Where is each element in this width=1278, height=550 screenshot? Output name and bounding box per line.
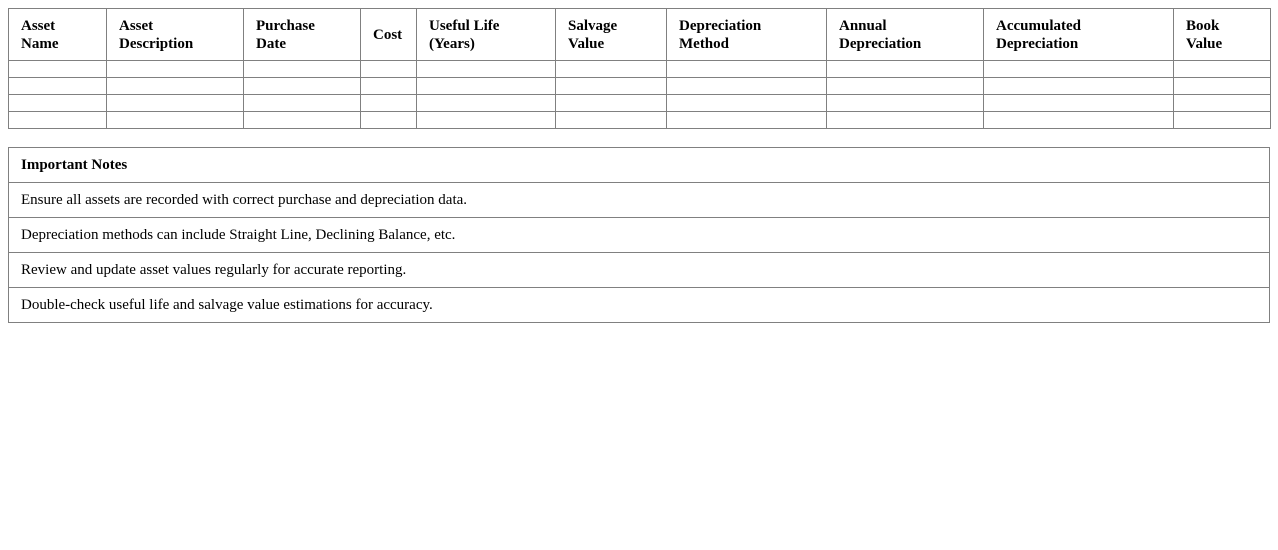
table-cell[interactable] (244, 78, 361, 95)
table-cell[interactable] (1174, 95, 1271, 112)
table-row (9, 112, 1271, 129)
table-cell[interactable] (244, 95, 361, 112)
table-cell[interactable] (556, 95, 667, 112)
table-header-row (9, 9, 1271, 61)
header-asset-name: Asset Name (9, 9, 107, 61)
table-row (9, 78, 1271, 95)
table-cell[interactable] (827, 95, 984, 112)
table-cell[interactable] (417, 61, 556, 78)
note-text: Ensure all assets are recorded with correct purchase and depreciation data. (9, 183, 1270, 218)
table-cell[interactable] (827, 112, 984, 129)
table-cell[interactable] (9, 61, 107, 78)
note-text: Review and update asset values regularly for accurate reporting. (9, 253, 1270, 288)
page-content (8, 8, 1270, 323)
table-cell[interactable] (667, 61, 827, 78)
header-purchase-date: Purchase Date (244, 9, 361, 61)
table-cell[interactable] (361, 95, 417, 112)
table-cell[interactable] (107, 61, 244, 78)
header-salvage-value: Salvage Value (556, 9, 667, 61)
table-cell[interactable] (556, 112, 667, 129)
table-cell[interactable] (244, 112, 361, 129)
table-cell[interactable] (984, 95, 1174, 112)
header-depreciation-method: Depreciation Method (667, 9, 827, 61)
table-cell[interactable] (667, 112, 827, 129)
table-cell[interactable] (417, 95, 556, 112)
note-row (9, 253, 1270, 288)
table-cell[interactable] (244, 61, 361, 78)
header-cost: Cost (361, 9, 417, 61)
header-annual-depreciation: Annual Depreciation (827, 9, 984, 61)
table-cell[interactable] (984, 112, 1174, 129)
notes-heading-row (9, 148, 1270, 183)
note-text: Depreciation methods can include Straight Line, Declining Balance, etc. (9, 218, 1270, 253)
table-row (9, 61, 1271, 78)
table-cell[interactable] (984, 78, 1174, 95)
table-cell[interactable] (107, 112, 244, 129)
table-cell[interactable] (667, 78, 827, 95)
table-cell[interactable] (1174, 78, 1271, 95)
table-cell[interactable] (9, 112, 107, 129)
header-book-value: Book Value (1174, 9, 1271, 61)
asset-depreciation-table (8, 8, 1271, 129)
note-row (9, 218, 1270, 253)
table-cell[interactable] (667, 95, 827, 112)
table-cell[interactable] (9, 95, 107, 112)
table-cell[interactable] (361, 61, 417, 78)
notes-heading: Important Notes (9, 148, 1270, 183)
header-accumulated-depreciation: Accumulated Depreciation (984, 9, 1174, 61)
table-cell[interactable] (984, 61, 1174, 78)
table-cell[interactable] (361, 112, 417, 129)
table-cell[interactable] (417, 78, 556, 95)
table-cell[interactable] (107, 78, 244, 95)
table-cell[interactable] (827, 61, 984, 78)
table-cell[interactable] (1174, 61, 1271, 78)
table-cell[interactable] (556, 78, 667, 95)
table-cell[interactable] (417, 112, 556, 129)
table-cell[interactable] (827, 78, 984, 95)
table-cell[interactable] (556, 61, 667, 78)
table-cell[interactable] (361, 78, 417, 95)
table-cell[interactable] (107, 95, 244, 112)
note-text: Double-check useful life and salvage value estimations for accuracy. (9, 288, 1270, 323)
table-row (9, 95, 1271, 112)
header-useful-life: Useful Life (Years) (417, 9, 556, 61)
table-cell[interactable] (9, 78, 107, 95)
header-asset-description: Asset Description (107, 9, 244, 61)
important-notes-table (8, 147, 1270, 323)
note-row (9, 183, 1270, 218)
note-row (9, 288, 1270, 323)
table-cell[interactable] (1174, 112, 1271, 129)
